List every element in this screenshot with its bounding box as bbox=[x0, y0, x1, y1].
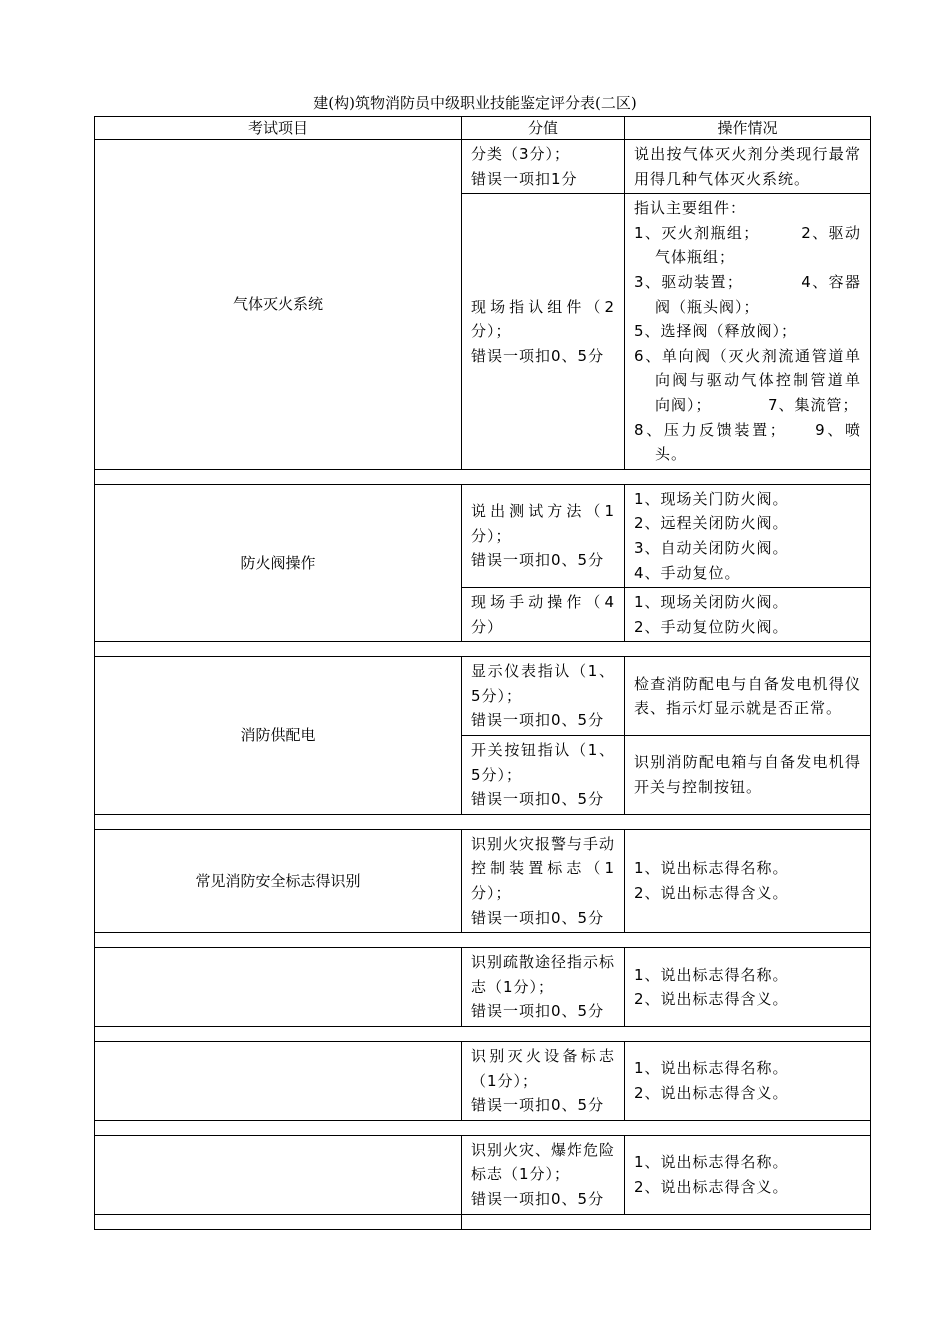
ops-cell bbox=[625, 829, 871, 932]
ops-line: 识别消防配电箱与自备发电机得开关与控制按钮。 bbox=[634, 753, 861, 796]
ops-line: 1、现场关门防火阀。 bbox=[634, 489, 789, 508]
table-row bbox=[95, 484, 871, 587]
ops-line: 4、手动复位。 bbox=[634, 563, 741, 582]
score-cell bbox=[462, 948, 625, 1027]
spacer-cell bbox=[95, 933, 871, 948]
ops-line: 1、灭火剂瓶组； 2、驱动气体瓶组； bbox=[634, 223, 861, 267]
score-cell bbox=[462, 194, 625, 470]
score-line: 错误一项扣0、5分 bbox=[471, 1189, 605, 1208]
ops-line: 2、手动复位防火阀。 bbox=[634, 617, 789, 636]
score-line: 识别灭火设备标志（1分）； bbox=[471, 1047, 615, 1090]
ops-line: 3、自动关闭防火阀。 bbox=[634, 538, 789, 557]
score-line: 错误一项扣0、5分 bbox=[471, 908, 605, 927]
score-line: 错误一项扣0、5分 bbox=[471, 790, 605, 809]
score-cell bbox=[462, 829, 625, 932]
score-cell bbox=[462, 657, 625, 736]
spacer-row bbox=[95, 1214, 871, 1229]
spacer-cell bbox=[95, 469, 871, 484]
score-line: 识别火灾报警与手动控制装置标志（1分）； bbox=[471, 834, 616, 903]
table-row bbox=[95, 1042, 871, 1121]
score-line: 错误一项扣0、5分 bbox=[471, 1096, 605, 1115]
ops-cell bbox=[625, 657, 871, 736]
spacer-row bbox=[95, 1027, 871, 1042]
score-line: 错误一项扣0、5分 bbox=[471, 551, 605, 570]
score-line: 识别疏散途径指示标志（1分）； bbox=[471, 953, 616, 996]
score-cell bbox=[462, 484, 625, 587]
ops-cell bbox=[625, 1135, 871, 1214]
ops-line: 1、说出标志得名称。 bbox=[634, 1059, 789, 1078]
ops-cell bbox=[625, 736, 871, 815]
spacer-row bbox=[95, 814, 871, 829]
score-cell bbox=[462, 1135, 625, 1214]
score-line: 现场指认组件（2分）； bbox=[471, 297, 615, 341]
ops-line: 指认主要组件： bbox=[634, 199, 747, 218]
item-empty bbox=[95, 948, 462, 1027]
header-row bbox=[95, 117, 871, 140]
document-title: 建(构)筑物消防员中级职业技能鉴定评分表(二区) bbox=[313, 94, 637, 112]
score-line: 错误一项扣0、5分 bbox=[471, 1002, 605, 1021]
score-line: 错误一项扣1分 bbox=[471, 169, 578, 188]
ops-line: 1、说出标志得名称。 bbox=[634, 965, 789, 984]
ops-cell bbox=[625, 588, 871, 642]
ops-line: 1、现场关闭防火阀。 bbox=[634, 593, 789, 612]
score-line: 分类（3分）； bbox=[471, 145, 571, 163]
scoring-table bbox=[94, 116, 871, 1230]
ops-line: 6、单向阀（灭火剂流通管道单向阀与驱动气体控制管道单向阀）； 7、集流管； bbox=[634, 346, 861, 414]
ops-line: 1、说出标志得名称。 bbox=[634, 859, 789, 878]
spacer-cell bbox=[95, 1214, 462, 1229]
score-line: 说出测试方法（1分）； bbox=[471, 502, 615, 545]
ops-line: 2、说出标志得含义。 bbox=[634, 990, 789, 1009]
ops-line: 检查消防配电与自备发电机得仪表、指示灯显示就是否正常。 bbox=[634, 674, 861, 718]
spacer-cell bbox=[95, 1027, 871, 1042]
item-gas-system: 气体灭火系统 bbox=[95, 140, 462, 470]
ops-line: 1、说出标志得名称。 bbox=[634, 1153, 789, 1172]
table-row bbox=[95, 948, 871, 1027]
score-line: 错误一项扣0、5分 bbox=[471, 346, 605, 365]
score-line: 开关按钮指认（1、5分）； bbox=[471, 741, 615, 784]
ops-cell bbox=[625, 140, 871, 194]
spacer-cell bbox=[462, 1214, 871, 1229]
item-safety-signs: 常见消防安全标志得识别 bbox=[95, 829, 462, 932]
ops-line: 2、说出标志得含义。 bbox=[634, 1177, 789, 1196]
spacer-cell bbox=[95, 642, 871, 657]
score-line: 识别火灾、爆炸危险标志（1分）； bbox=[471, 1140, 616, 1184]
header-item: 考试项目 bbox=[95, 117, 462, 140]
score-line: 显示仪表指认（1、5分）； bbox=[471, 662, 615, 705]
ops-cell bbox=[625, 484, 871, 587]
table-row bbox=[95, 657, 871, 736]
spacer-cell bbox=[95, 1120, 871, 1135]
table-row bbox=[95, 829, 871, 932]
score-line: 错误一项扣0、5分 bbox=[471, 711, 605, 730]
ops-line: 8、压力反馈装置； 9、喷头。 bbox=[634, 420, 861, 464]
ops-line: 2、远程关闭防火阀。 bbox=[634, 514, 789, 533]
score-cell bbox=[462, 736, 625, 815]
ops-line: 2、说出标志得含义。 bbox=[634, 884, 789, 903]
score-cell bbox=[462, 1042, 625, 1121]
table-row bbox=[95, 1135, 871, 1214]
ops-cell bbox=[625, 948, 871, 1027]
score-cell bbox=[462, 140, 625, 194]
ops-line: 说出按气体灭火剂分类现行最常用得几种气体灭火系统。 bbox=[634, 145, 861, 188]
ops-line: 5、选择阀（释放阀）； bbox=[634, 322, 798, 341]
spacer-row bbox=[95, 469, 871, 484]
ops-cell bbox=[625, 194, 871, 470]
header-score: 分值 bbox=[462, 117, 625, 140]
spacer-row bbox=[95, 933, 871, 948]
spacer-cell bbox=[95, 814, 871, 829]
ops-line: 2、说出标志得含义。 bbox=[634, 1083, 789, 1102]
ops-cell bbox=[625, 1042, 871, 1121]
header-ops: 操作情况 bbox=[625, 117, 871, 140]
table-row bbox=[95, 140, 871, 194]
spacer-row bbox=[95, 642, 871, 657]
spacer-row bbox=[95, 1120, 871, 1135]
item-power-supply: 消防供配电 bbox=[95, 657, 462, 815]
item-empty bbox=[95, 1135, 462, 1214]
item-fire-damper: 防火阀操作 bbox=[95, 484, 462, 642]
score-cell bbox=[462, 588, 625, 642]
ops-line: 3、驱动装置； 4、容器阀（瓶头阀）； bbox=[634, 272, 861, 316]
item-empty bbox=[95, 1042, 462, 1121]
score-line: 现场手动操作（4分） bbox=[471, 593, 615, 636]
